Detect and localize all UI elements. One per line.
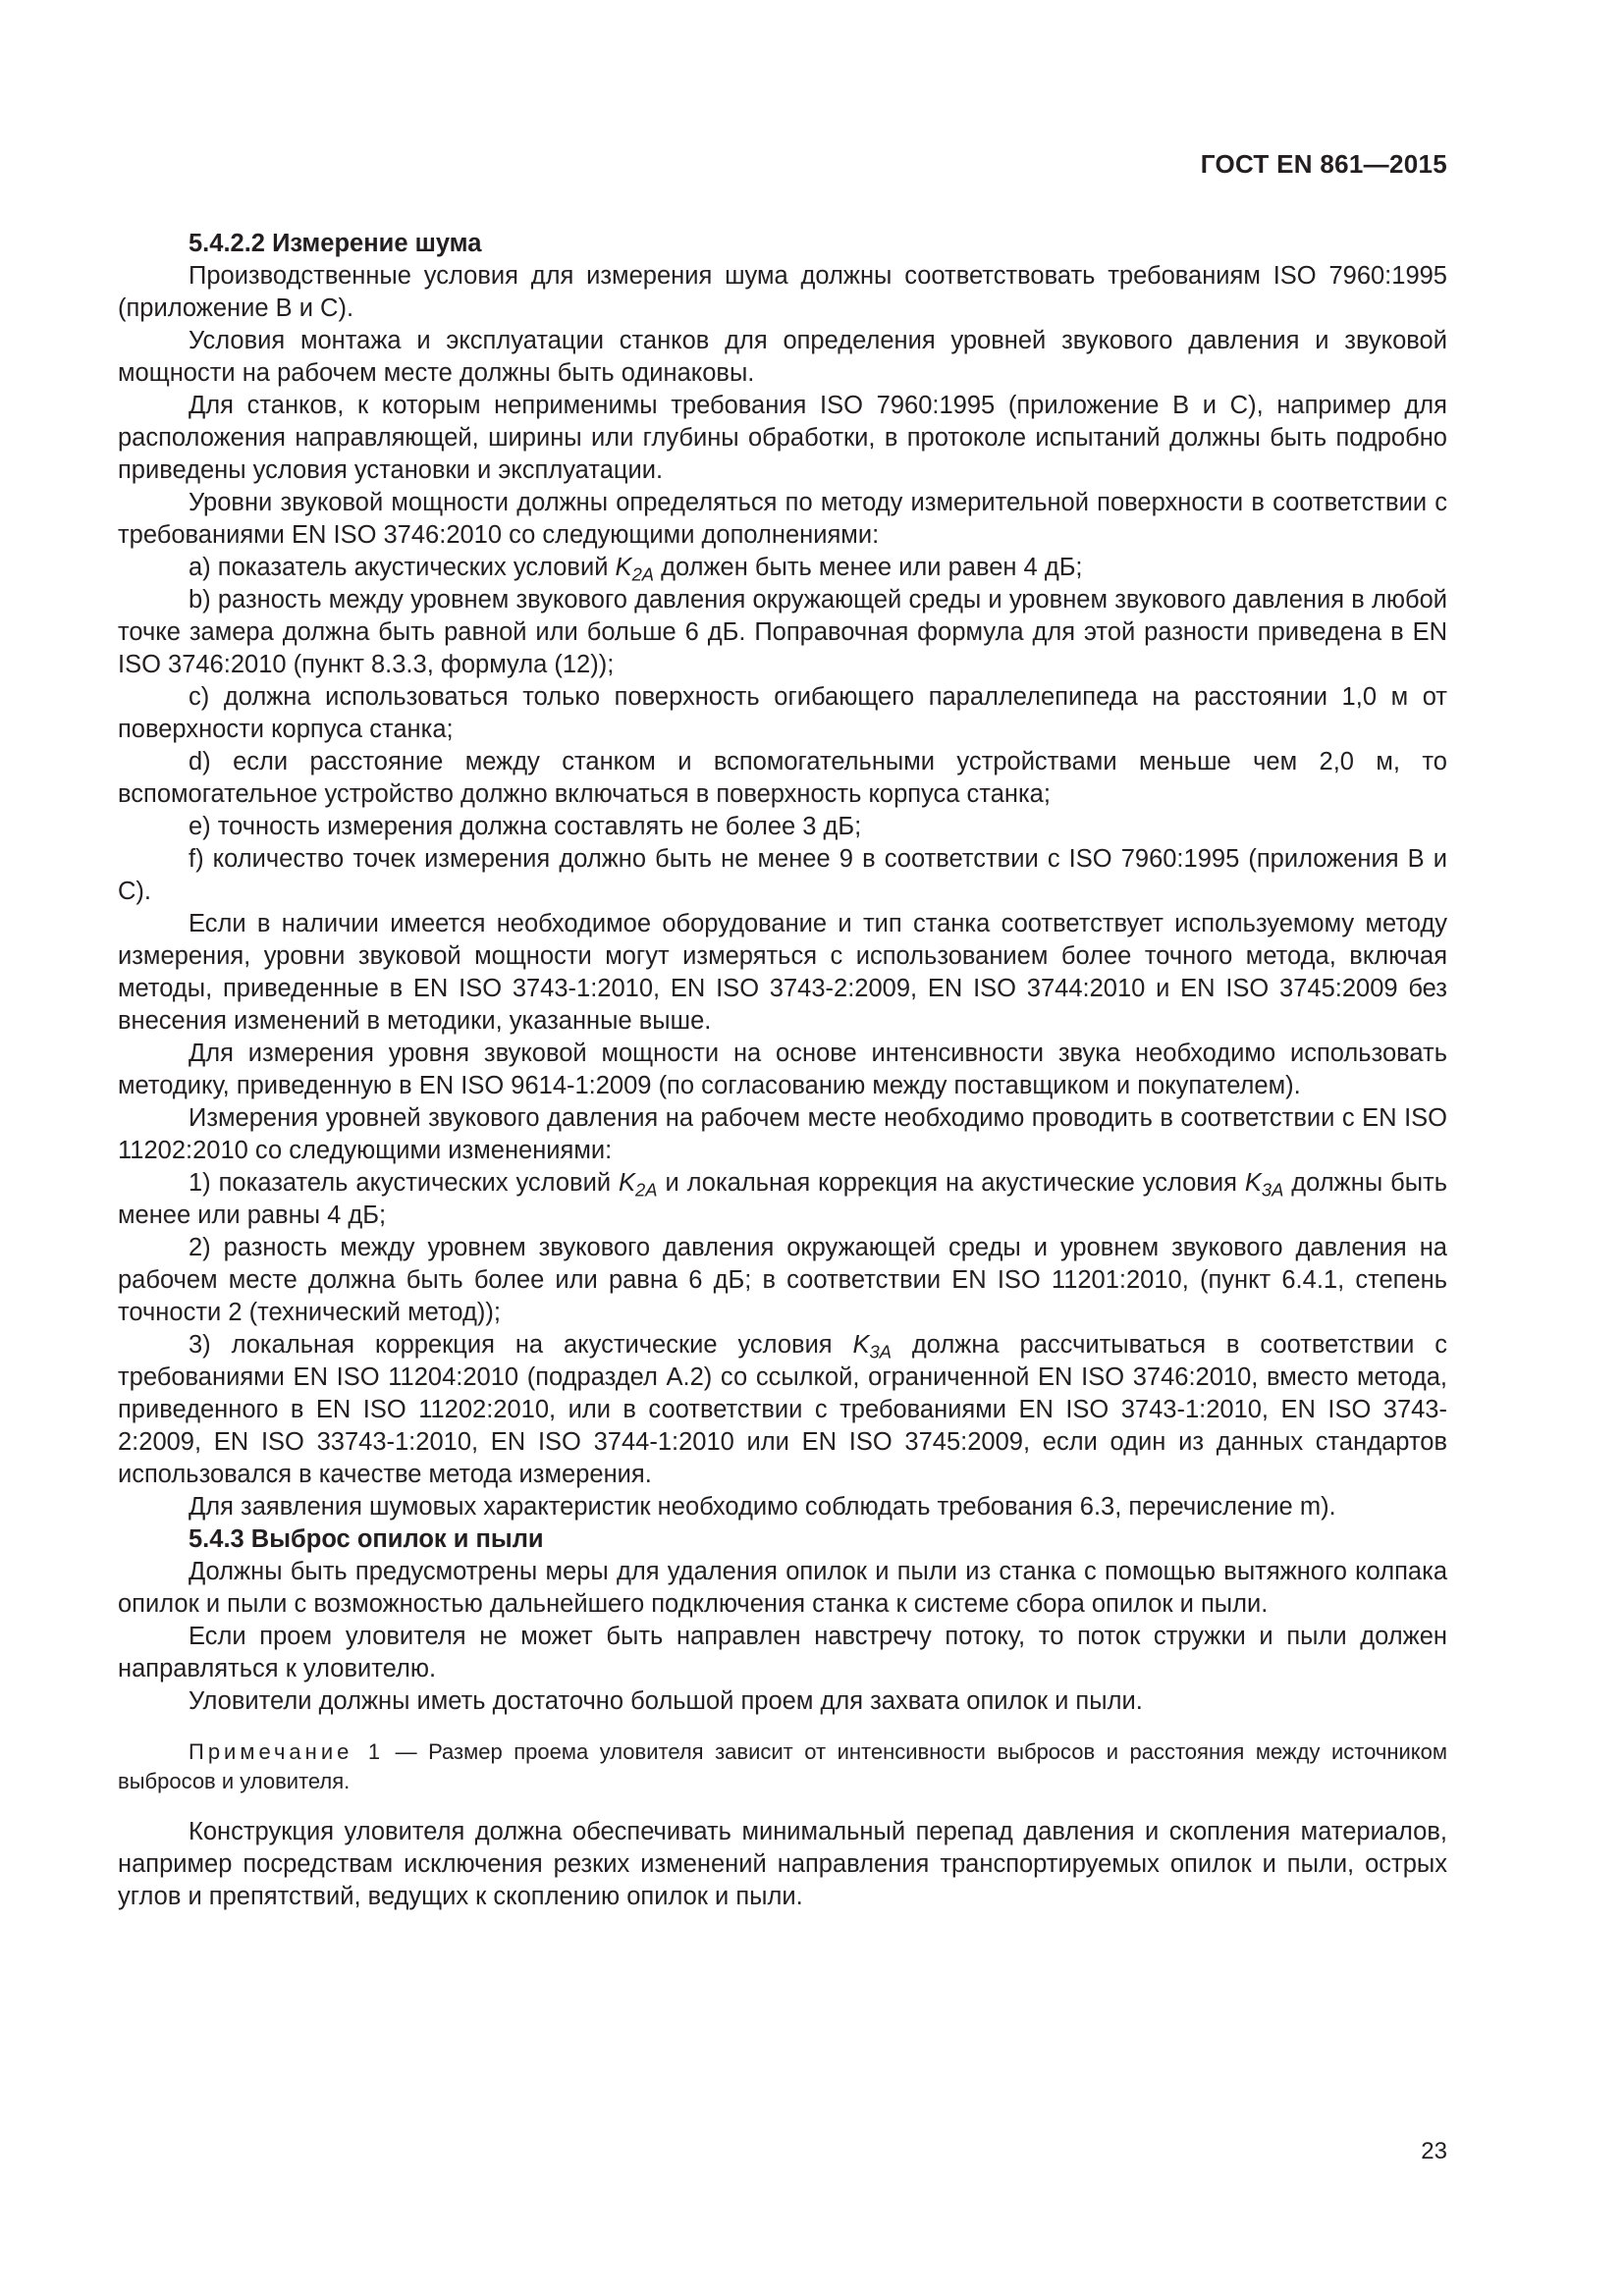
list-item-text: должен быть менее или равен 4 дБ;: [654, 554, 1083, 581]
symbol-k3a: $K_{3A}$: [852, 1331, 893, 1362]
paragraph: Условия монтажа и эксплуатации станков для определения уровней звукового давления и звуковой мощности на рабочем месте должны быть одинаковы.: [118, 327, 1447, 387]
list-item-f: f) количество точек измерения должно быть не менее 9 в соответствии с ISO 7960:1995 (приложения В и С).: [118, 845, 1447, 905]
section-title-dust: 5.4.3 Выброс опилок и пыли: [189, 1525, 544, 1553]
list-item-text: и локальная коррекция на акустические условия: [657, 1169, 1245, 1197]
list-item-a: [118, 552, 1447, 584]
list-item-text: должны быть менее или равны 4 дБ;: [118, 1169, 1447, 1229]
symbol-k2a: $K_{2A}$: [619, 1169, 658, 1201]
paragraph: Должны быть предусмотрены меры для удаления опилок и пыли из станка с помощью вытяжного колпака опилок и пыли с возможностью дальнейшего подключения станка к системе сбора опилок и пыли.: [118, 1558, 1447, 1618]
list-item-text: должна рассчитываться в соответствии с требованиями EN ISO 11204:2010 (подраздел А.2) со ссылкой, ограниченной EN ISO 3746:2010, вместо метода, приведенного в EN ISO 11202:2010, или в соответствии с требованиями EN ISO 3743-1:2010, EN ISO 3743-2:2009, EN ISO 33743-1:2010, EN ISO 3744-1:2010 или EN ISO 3745:2009, если один из данных стандартов использовался в качестве метода измерения.: [118, 1331, 1447, 1488]
paragraph: Для станков, к которым неприменимы требования ISO 7960:1995 (приложение В и С), например для расположения направляющей, ширины или глубины обработки, в протоколе испытаний должны быть подробно приведены условия установки и эксплуатации.: [118, 392, 1447, 484]
paragraph: Измерения уровней звукового давления на рабочем месте необходимо проводить в соответствии с EN ISO 11202:2010 со следующими изменениями:: [118, 1104, 1447, 1164]
paragraph: Уровни звуковой мощности должны определяться по методу измерительной поверхности в соответствии с требованиями EN ISO 3746:2010 со следующими дополнениями:: [118, 489, 1447, 549]
list-item-text: a) показатель акустических условий: [189, 554, 616, 581]
section-title-noise: 5.4.2.2 Измерение шума: [189, 230, 482, 257]
paragraph: Если в наличии имеется необходимое оборудование и тип станка соответствует используемому методу измерения, уровни звуковой мощности могут измеряться с использованием более точного метода, включая методы, приведенные в EN ISO 3743-1:2010, EN ISO 3743-2:2009, EN ISO 3744:2010 и EN ISO 3745:2009 без внесения изменений в методики, указанные выше.: [118, 910, 1447, 1035]
list-item-3: [118, 1329, 1447, 1491]
page-number: 23: [1421, 2138, 1447, 2164]
paragraph: Производственные условия для измерения шума должны соответствовать требованиям ISO 7960:1995 (приложение В и С).: [118, 262, 1447, 322]
document-body: [118, 228, 1447, 1913]
symbol-k2a: $K_{2A}$: [615, 554, 655, 585]
note-text: — Размер проема уловителя зависит от интенсивности выбросов и расстояния между источником выбросов и уловителя.: [118, 1739, 1447, 1793]
list-item-1: [118, 1167, 1447, 1232]
paragraph: Если проем уловителя не может быть направлен навстречу потоку, то поток стружки и пыли должен направляться к уловителю.: [118, 1623, 1447, 1682]
paragraph: Для измерения уровня звуковой мощности на основе интенсивности звука необходимо использовать методику, приведенную в EN ISO 9614-1:2009 (по согласованию между поставщиком и покупателем).: [118, 1040, 1447, 1099]
list-item-e: e) точность измерения должна составлять не более 3 дБ;: [189, 813, 862, 840]
list-item-b: b) разность между уровнем звукового давления окружающей среды и уровнем звукового давления в любой точке замера должна быть равной или больше 6 дБ. Поправочная формула для этой разности приведена в EN ISO 3746:2010 (пункт 8.3.3, формула (12));: [118, 586, 1447, 678]
note-label: Примечание 1: [189, 1739, 385, 1764]
list-item-text: 1) показатель акустических условий: [189, 1169, 620, 1197]
paragraph: Уловители должны иметь достаточно большой проем для захвата опилок и пыли.: [189, 1687, 1143, 1715]
paragraph: Для заявления шумовых характеристик необходимо соблюдать требования 6.3, перечисление m).: [189, 1493, 1336, 1521]
paragraph: Конструкция уловителя должна обеспечивать минимальный перепад давления и скопления материалов, например посредствам исключения резких изменений направления транспортируемых опилок и пыли, острых углов и препятствий, ведущих к скоплению опилок и пыли.: [118, 1818, 1447, 1910]
list-item-c: c) должна использоваться только поверхность огибающего параллелепипеда на расстоянии 1,0 м от поверхности корпуса станка;: [118, 683, 1447, 743]
symbol-k3a: $K_{3A}$: [1244, 1169, 1284, 1201]
list-item-text: 3) локальная коррекция на акустические условия: [189, 1331, 853, 1359]
note-1: [118, 1737, 1447, 1796]
standard-designation: ГОСТ EN 861—2015: [1200, 149, 1447, 179]
list-item-2: 2) разность между уровнем звукового давления окружающей среды и уровнем звукового давления на рабочем месте должна быть более или равна 6 дБ; в соответствии EN ISO 11201:2010, (пункт 6.4.1, степень точности 2 (технический метод));: [118, 1234, 1447, 1326]
list-item-d: d) если расстояние между станком и вспомогательными устройствами меньше чем 2,0 м, то вспомогательное устройство должно включаться в поверхность корпуса станка;: [118, 748, 1447, 808]
